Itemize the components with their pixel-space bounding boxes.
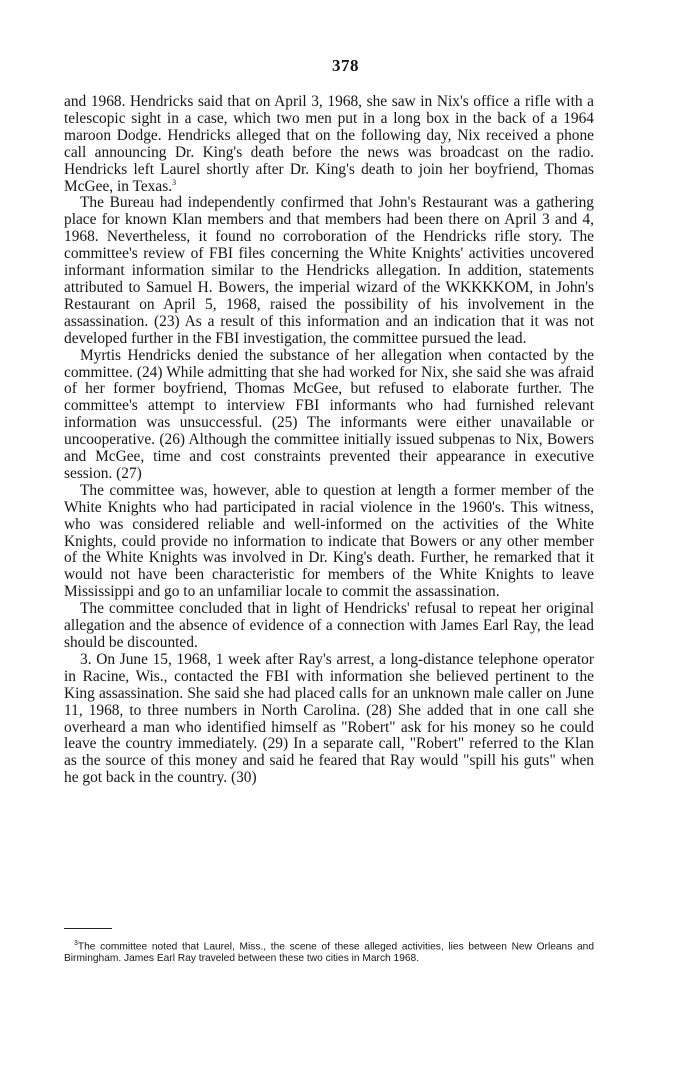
paragraph-5: The committee concluded that in light of Hendricks' refusal to repeat her original allegation and the absence of evidence of a connection with James Earl Ray, the lead should be discounted. <box>64 600 594 651</box>
page-number: 378 <box>332 56 359 75</box>
footnote-marker: 3 <box>74 940 78 947</box>
paragraph-6: 3. On June 15, 1968, 1 week after Ray's arrest, a long-distance telephone operator in Racine, Wis., contacted the FBI with information she believed pertinent to the King assassination. She said she had placed calls for an unknown male caller on June 11, 1968, to three numbers in North Carolina. (28) She added that in one call she overheard a man who identified himself as "Robert" ask for his money so he could leave the country immediately. (29) In a separate call, "Robert" referred to the Klan as the source of this money and said he feared that Ray would "spill his guts" when he got back in the country. (30) <box>64 650 594 787</box>
footnote <box>64 938 594 964</box>
body-text <box>64 94 594 787</box>
footnote-reference: 3 <box>172 177 177 187</box>
paragraph-1 <box>64 94 594 195</box>
paragraph-2: The Bureau had independently confirmed that John's Restaurant was a gathering place for known Klan members and that members had been there on April 3 and 4, 1968. Nevertheless, it found no corroboration of the Hendricks rifle story. The committee's review of FBI files concerning the White Knights' activities uncovered informant information similar to the Hendricks allegation. In addition, statements attributed to Samuel H. Bowers, the imperial wizard of the WKKKKOM, in John's Restaurant on April 5, 1968, raised the possibility of his involvement in the assassination. (23) As a result of this information and an indication that it was not developed further in the FBI investigation, the committee pursued the lead. <box>64 194 594 347</box>
paragraph-1-text: and 1968. Hendricks said that on April 3, 1968, she saw in Nix's office a rifle with a telescopic sight in a case, which two men put in a long box in the back of a 1964 maroon Dodge. Hendricks alleged that on the following day, Nix received a phone call announcing Dr. King's death before the news was broadcast on the radio. Hendricks left Laurel shortly after Dr. King's death to join her boyfriend, Thomas McGee, in Texas. <box>64 93 594 195</box>
footnote-text: The committee noted that Laurel, Miss., the scene of these alleged activities, lies between New Orleans and Birmingham. James Earl Ray traveled between these two cities in March 1968. <box>64 941 594 964</box>
footnote-divider <box>64 928 112 929</box>
paragraph-3: Myrtis Hendricks denied the substance of her allegation when contacted by the committee. (24) While admitting that she had worked for Nix, she said she was afraid of her former boyfriend, Thomas McGee, but refused to elaborate further. The committee's attempt to interview FBI informants who had furnished relevant information was unsuccessful. (25) The informants were either unavailable or uncooperative. (26) Although the committee initially issued subpenas to Nix, Bowers and McGee, time and cost constraints prevented their appearance in executive session. (27) <box>64 346 594 482</box>
paragraph-4: The committee was, however, able to question at length a former member of the White Knights who had participated in racial violence in the 1960's. This witness, who was considered reliable and well-informed on the activities of the White Knights, could provide no information to indicate that Bowers or any other member of the White Knights was involved in Dr. King's death. Further, he remarked that it would not have been characteristic for members of the White Knights to leave Mississippi and go to an unfamiliar locale to commit the assassination. <box>64 481 594 601</box>
